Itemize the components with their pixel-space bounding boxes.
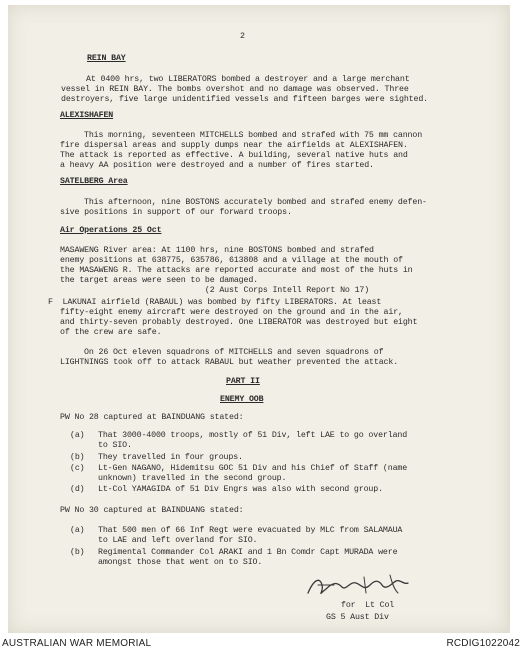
alexishafen-line-2: fire dispersal areas and supply dumps near the airfields at ALEXISHAFEN. <box>60 141 408 150</box>
heading-part-ii: PART II <box>226 377 260 386</box>
heading-alexishafen: ALEXISHAFEN <box>60 111 114 120</box>
pw30-b-label: (b) <box>70 548 85 557</box>
air-ops-line-1: MASAWENG River area: At 1100 hrs, nine BOSTONS bombed and strafed <box>60 246 374 255</box>
pw30-a-line-1: That 500 men of 66 Inf Regt were evacuated by MLC from SALAMAUA <box>98 526 403 535</box>
heading-satelberg: SATELBERG Area <box>60 177 128 186</box>
air-ops-source: (2 Aust Corps Intell Report No 17) <box>60 286 370 295</box>
rein-bay-line-1: At 0400 hrs, two LIBERATORS bombed a destroyer and a large merchant <box>86 75 410 84</box>
heading-rein-bay: REIN BAY <box>87 54 126 63</box>
air-ops-line-2: enemy positions at 638775, 635786, 613808 and a village at the mouth of <box>60 256 403 265</box>
alexishafen-line-4: a heavy AA position were destroyed and a number of fires started. <box>60 161 374 170</box>
alexishafen-line-1: This morning, seventeen MITCHELLS bombed and strafed with 75 mm cannon <box>84 131 423 140</box>
footer-archive-name: AUSTRALIAN WAR MEMORIAL <box>2 638 152 649</box>
alexishafen-line-3: The attack is reported as effective. A building, several native huts and <box>60 151 408 160</box>
oct26-line-1: On 26 Oct eleven squadrons of MITCHELLS and seven squadrons of <box>84 348 384 357</box>
page-number: 2 <box>240 32 245 41</box>
air-ops-line-4: the target areas were seen to be damaged. <box>60 276 258 285</box>
pw30-intro: PW No 30 captured at BAINDUANG stated: <box>60 506 244 515</box>
pw28-b-label: (b) <box>70 453 85 462</box>
heading-air-operations: Air Operations 25 Oct <box>60 226 162 235</box>
pw28-c-line-1: Lt-Gen NAGANO, Hidemitsu GOC 51 Div and his Chief of Staff (name <box>98 464 408 473</box>
air-ops-line-8: and thirty-seven probably destroyed. One LIBERATOR was destroyed but eight <box>60 318 418 327</box>
oct26-line-2: LIGHTNINGS took off to attack RABAUL but weather prevented the attack. <box>60 358 399 367</box>
pw28-d-line-1: Lt-Col YAMAGIDA of 51 Div Engrs was also with second group. <box>98 485 383 494</box>
rein-bay-line-2: vessel in REIN BAY. The bombs overshot and no damage was observed. Three <box>61 85 409 94</box>
pw28-d-label: (d) <box>70 485 85 494</box>
signature-for-line: for Lt Col <box>341 601 395 610</box>
pw30-a-line-2: to LAE and left overland for SIO. <box>98 536 258 545</box>
rein-bay-line-3: destroyers, five large unidentified vessels and fifteen barges were sighted. <box>61 95 429 104</box>
pw30-b-line-1: Regimental Commander Col ARAKI and 1 Bn Comdr Capt MURADA were <box>98 548 398 557</box>
air-ops-line-6: F LAKUNAI airfield (RABAUL) was bombed by fifty LIBERATORS. At least <box>48 298 382 307</box>
pw30-a-label: (a) <box>70 526 85 535</box>
satelberg-line-2: sive positions in support of our forward troops. <box>60 208 292 217</box>
pw28-a-line-1: That 3000-4000 troops, mostly of 51 Div, left LAE to go overland <box>98 431 408 440</box>
pw28-c-label: (c) <box>70 464 85 473</box>
air-ops-line-3: the MASAWENG R. The attacks are reported accurate and most of the huts in <box>60 266 413 275</box>
pw28-c-line-2: unknown) travelled in the second group. <box>98 474 287 483</box>
document-page <box>8 5 510 633</box>
satelberg-line-1: This afternoon, nine BOSTONS accurately bombed and strafed enemy defen- <box>84 198 427 207</box>
air-ops-line-9: of the crew are safe. <box>60 328 162 337</box>
pw28-intro: PW No 28 captured at BAINDUANG stated: <box>60 413 244 422</box>
air-ops-line-7: fifty-eight enemy aircraft were destroyed on the ground and in the air, <box>60 308 403 317</box>
pw28-b-line-1: They travelled in four groups. <box>98 453 243 462</box>
footer-record-id: RCDIG1022042 <box>446 638 520 649</box>
pw30-b-line-2: amongst those that went on to SIO. <box>98 558 263 567</box>
pw28-a-label: (a) <box>70 431 85 440</box>
heading-enemy-oob: ENEMY OOB <box>220 395 264 404</box>
pw28-a-line-2: to SIO. <box>98 441 132 450</box>
signature-unit-line: GS 5 Aust Div <box>326 613 389 622</box>
archive-footer <box>0 633 523 654</box>
